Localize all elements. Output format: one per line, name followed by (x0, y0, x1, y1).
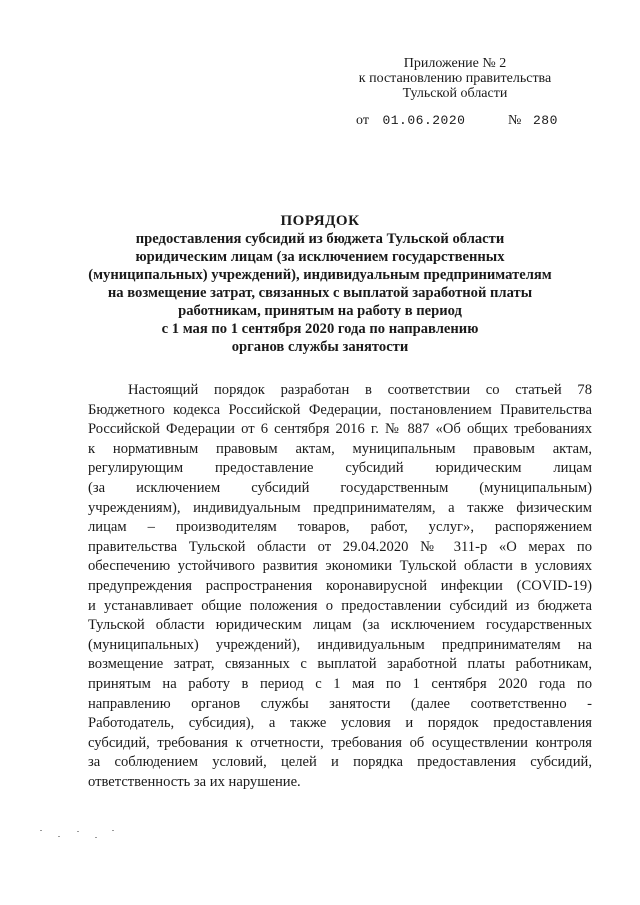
title-line: с 1 мая по 1 сентября 2020 года по направлению (161, 321, 479, 337)
number-sign: № (508, 113, 522, 128)
document-title (60, 212, 580, 356)
body-line: лицам – производителям товаров, работ, услуг», распоряжением (88, 519, 592, 536)
body-line: к нормативным правовым актам, муниципальным правовым актам, (88, 440, 592, 457)
from-label: от (356, 113, 369, 128)
body-line: Тульской области юридическим лицам (за исключением государственных (88, 617, 592, 634)
body-line: за соблюдением условий, целей и порядка предоставления субсидий, (88, 754, 592, 771)
title-heading: ПОРЯДОК (280, 213, 360, 229)
body-line: предупреждения распространения коронавирусной инфекции (COVID-19) (88, 577, 592, 594)
body-line: Работодатель, субсидия), а также условия и порядок предоставления (88, 715, 592, 732)
resolution-date-number (356, 113, 558, 129)
appendix-line-1: Приложение № 2 (403, 56, 507, 71)
body-line: регулирующим предоставление субсидий юридическим лицам (88, 460, 592, 477)
title-line: юридическим лицам (за исключением государственных (135, 249, 505, 265)
body-line: возмещение затрат, связанных с выплатой заработной платы работникам, (88, 656, 592, 673)
body-line: (муниципальных) учреждений), индивидуальным предпринимателям на (88, 636, 592, 653)
title-line: органов службы занятости (231, 339, 409, 355)
resolution-number: 280 (533, 113, 558, 128)
body-paragraph (88, 381, 592, 792)
appendix-header (340, 56, 570, 101)
body-line: субсидий, требования к отчетности, требования об осуществлении контроля (88, 734, 592, 751)
body-line: учреждениям), индивидуальным предпринимателям, а также физическим (88, 499, 592, 516)
title-line: (муниципальных) учреждений), индивидуальным предпринимателям (88, 267, 552, 283)
body-line: ответственность за их нарушение. (88, 773, 301, 790)
body-line: Настоящий порядок разработан в соответствии со статьей 78 (128, 382, 592, 398)
body-line: Бюджетного кодекса Российской Федерации, постановлением Правительства (88, 401, 592, 418)
body-line: направлению органов службы занятости (далее соответственно - (88, 695, 592, 712)
body-line: принятым на работу в период с 1 мая по 1 сентября 2020 года по (88, 675, 592, 692)
resolution-date: 01.06.2020 (382, 113, 466, 128)
body-line: правительства Тульской области от 29.04.2020 № 311-р «О мерах по (88, 538, 592, 555)
body-line: Российской Федерации от 6 сентября 2016 г. № 887 «Об общих требованиях (88, 421, 592, 438)
title-line: работникам, принятым на работу в период (178, 303, 462, 319)
appendix-line-3: Тульской области (402, 86, 508, 101)
scan-specks (40, 828, 130, 848)
appendix-line-2: к постановлению правительства (358, 71, 552, 86)
title-line: предоставления субсидий из бюджета Тульской области (135, 231, 505, 247)
body-line: (за исключением субсидий государственным (муниципальным) (88, 479, 592, 496)
body-line: обеспечению устойчивого развития экономики Тульской области в условиях (88, 558, 592, 575)
body-line: и устанавливает общие положения о предоставлении субсидий из бюджета (88, 597, 592, 614)
title-line: на возмещение затрат, связанных с выплатой заработной платы (107, 285, 533, 301)
